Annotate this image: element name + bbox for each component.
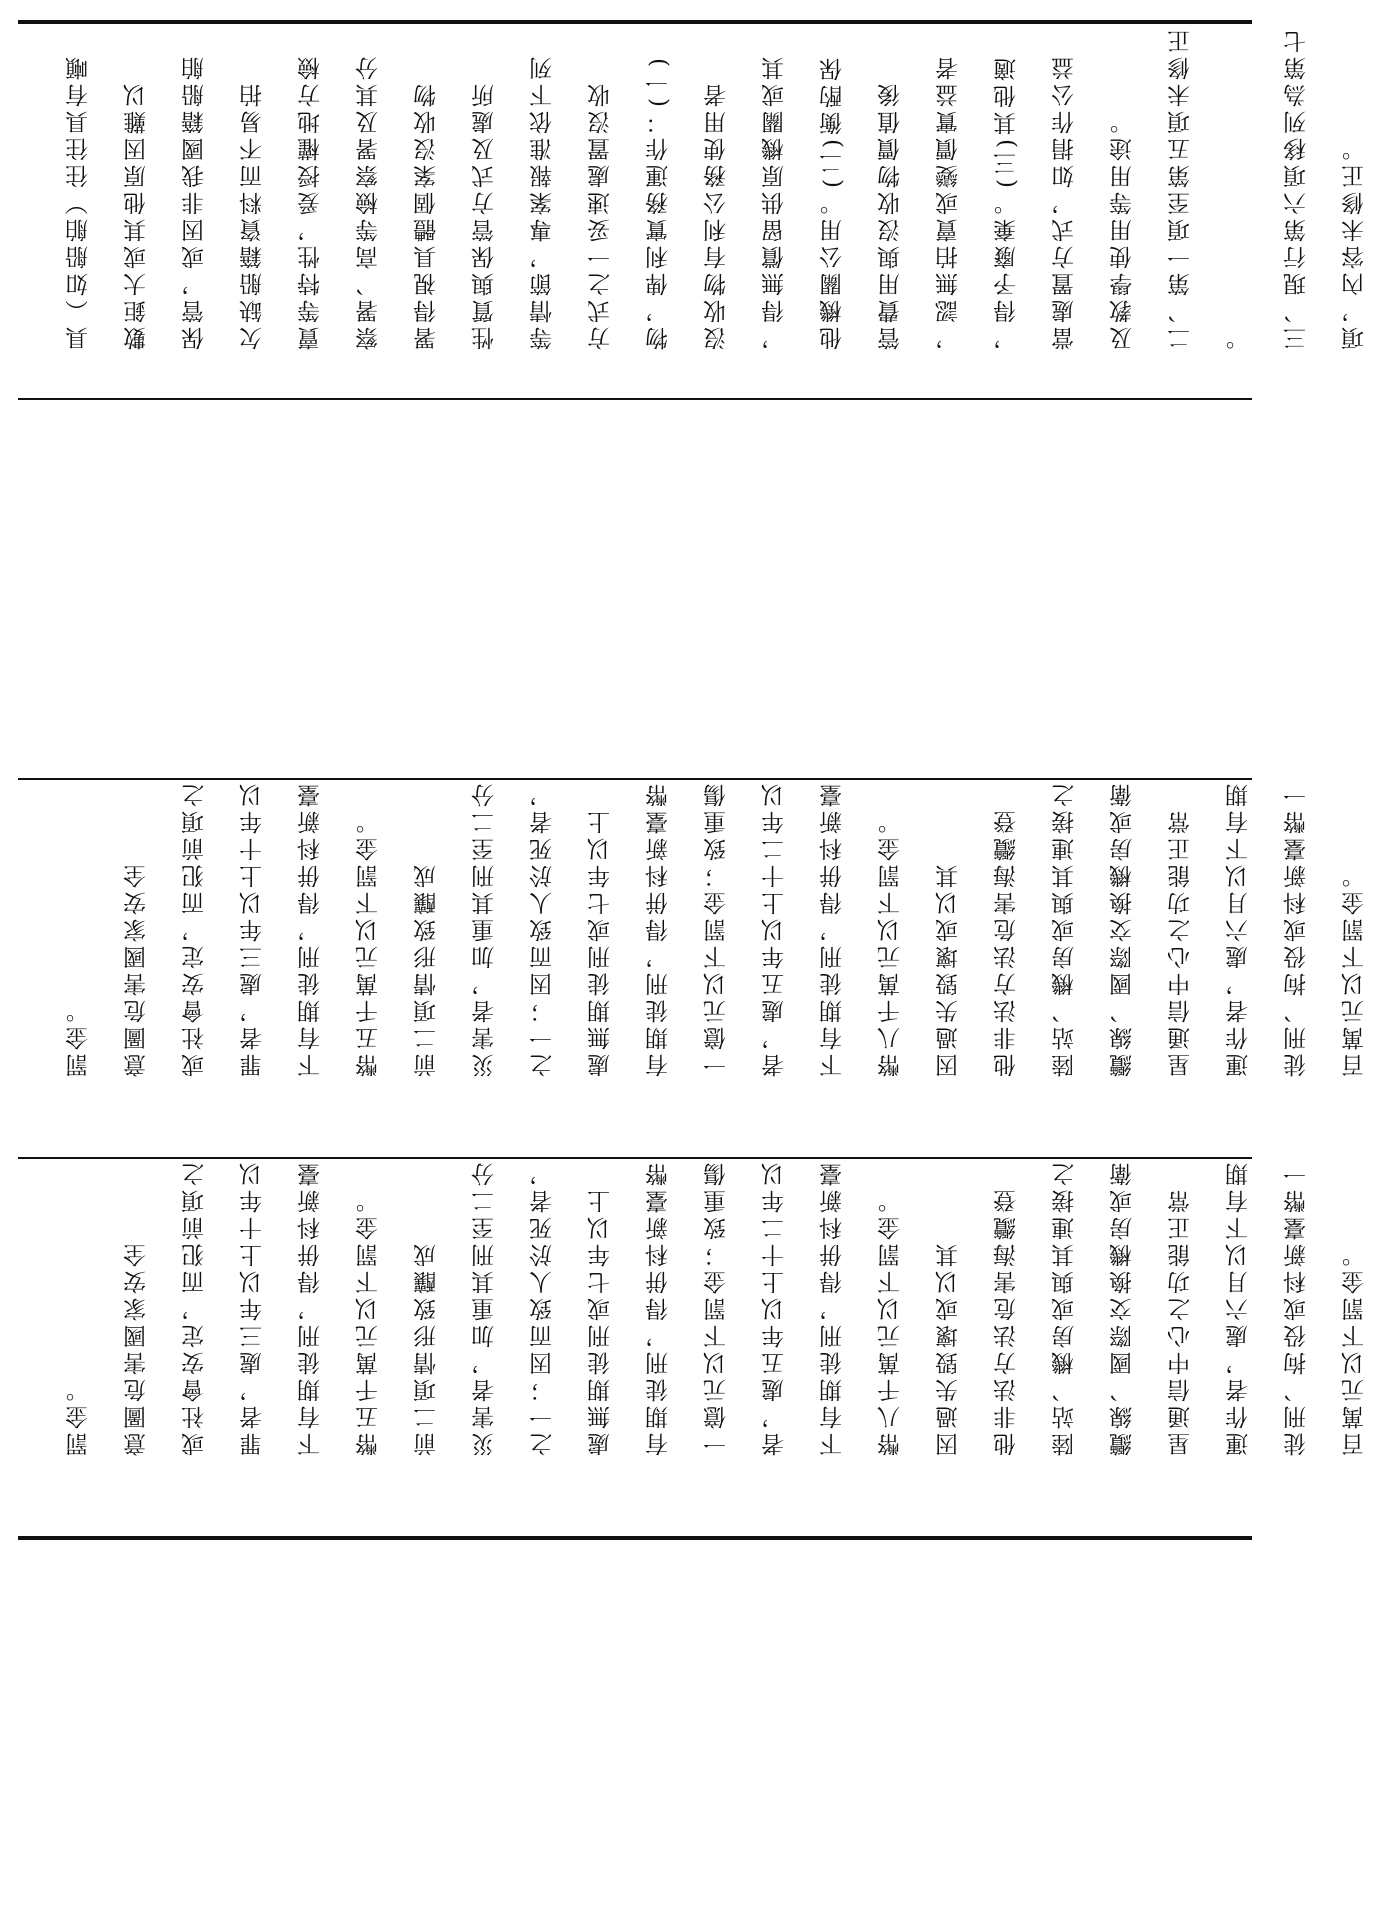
text-line: 徒刑、拘役或科新臺幣一 bbox=[1284, 1159, 1310, 1456]
text-line: 有期徒刑，得併科新臺幣 bbox=[646, 1159, 672, 1456]
text-line: 之一；因而致人於死者， bbox=[530, 780, 556, 1077]
text-line: 署得視具體個案沒收物 bbox=[414, 80, 440, 350]
text-line: 幣八千萬元以下罰金。 bbox=[878, 807, 904, 1077]
text-line: 他機關公用。(二)衡酌保 bbox=[820, 54, 846, 350]
text-line: 星通信中心之功能正常 bbox=[1168, 807, 1194, 1077]
text-line: 項，內容未修正。 bbox=[1342, 134, 1368, 350]
text-line: 纜線、國際交換機房或衛 bbox=[1110, 780, 1136, 1077]
text-line: 或社會安定，而犯前項之 bbox=[182, 1159, 208, 1456]
text-line: 百萬元以下罰金。 bbox=[1342, 1240, 1368, 1456]
text-line: 者，處五年以上十二年以 bbox=[762, 1159, 788, 1456]
explanation-band bbox=[18, 26, 1368, 396]
text-line: 有期徒刑，得併科新臺幣 bbox=[646, 780, 672, 1077]
text-line: 物，俾利實務運作：(一) bbox=[646, 54, 672, 350]
text-line: 幣五千萬元以下罰金。 bbox=[356, 807, 382, 1077]
rule-bottom bbox=[18, 1536, 1252, 1540]
text-line: 陸站、機房或與其連接之 bbox=[1052, 1159, 1078, 1456]
text-line: 災害者，加重其刑至二分 bbox=[472, 780, 498, 1077]
rule-top bbox=[18, 20, 1252, 24]
text-line: 等情節，專案報准依下列 bbox=[530, 53, 556, 350]
text-line: 徒刑、拘役或科新臺幣一 bbox=[1284, 780, 1310, 1077]
current-text-column bbox=[38, 780, 1384, 1077]
text-line: 當處置方式，如捐作公益 bbox=[1052, 53, 1078, 350]
text-line: ，得無償留供原機關或其 bbox=[762, 53, 788, 350]
text-line: 者，處五年以上十二年以 bbox=[762, 780, 788, 1077]
text-line: 方式之一妥速處置沒收 bbox=[588, 80, 614, 350]
text-line: 他非法方法危害海纜登 bbox=[994, 807, 1020, 1077]
text-line: ，得予廢棄。(三)其他適 bbox=[994, 54, 1020, 350]
text-line: 罰金。 bbox=[66, 996, 92, 1077]
text-line: 保管，或因非我國籍船舶 bbox=[182, 53, 208, 350]
text-line: 幣八千萬元以下罰金。 bbox=[878, 1186, 904, 1456]
text-line: 纜線、國際交換機房或衛 bbox=[1110, 1159, 1136, 1456]
text-line: 下有期徒刑，得併科新臺 bbox=[820, 780, 846, 1077]
current-text-band bbox=[18, 780, 1368, 1155]
text-line: 一億元以下罰金；致重傷 bbox=[704, 780, 730, 1077]
text-line: 處無期徒刑或七年以上 bbox=[588, 1186, 614, 1456]
text-line: 下有期徒刑，得併科新臺 bbox=[820, 1159, 846, 1456]
text-line: 賣等特性，爰授權地方檢 bbox=[298, 53, 324, 350]
text-line: 及教學使用等用途。 bbox=[1110, 107, 1136, 350]
text-line: 罪者，處三年以上十年以 bbox=[240, 780, 266, 1077]
text-line: 性質與保管方式及處所 bbox=[472, 80, 498, 350]
text-line: 察署、高等檢察署及其分 bbox=[356, 53, 382, 350]
amended-text-band bbox=[18, 1159, 1368, 1534]
text-line: 星通信中心之功能正常 bbox=[1168, 1186, 1194, 1456]
amended-text-column bbox=[38, 1159, 1384, 1456]
text-line: 前二項情形致釀成 bbox=[414, 1240, 440, 1456]
text-line: 欠缺船籍資料而不易拍 bbox=[240, 80, 266, 350]
text-line: 災害者，加重其刑至二分 bbox=[472, 1159, 498, 1456]
text-line: 百萬元以下罰金。 bbox=[1342, 861, 1368, 1077]
text-line: 陸站、機房或與其連接之 bbox=[1052, 780, 1078, 1077]
text-line: 因過失毀壞或以其 bbox=[936, 861, 962, 1077]
text-line: 三、現行第六項移列為第七 bbox=[1284, 26, 1310, 350]
text-line: 前二項情形致釀成 bbox=[414, 861, 440, 1077]
empty-band bbox=[18, 400, 1252, 776]
text-line: 沒收物有利公務使用者 bbox=[704, 80, 730, 350]
text-line: 因過失毀壞或以其 bbox=[936, 1240, 962, 1456]
text-line: 下有期徒刑，得併科新臺 bbox=[298, 780, 324, 1077]
text-line: 他非法方法危害海纜登 bbox=[994, 1186, 1020, 1456]
text-line: 罪者，處三年以上十年以 bbox=[240, 1159, 266, 1456]
text-line: 數鉅大或其他原因難以 bbox=[124, 80, 150, 350]
text-line: 意圖危害國家安全 bbox=[124, 861, 150, 1077]
text-line: 或社會安定，而犯前項之 bbox=[182, 780, 208, 1077]
text-line: 處無期徒刑或七年以上 bbox=[588, 807, 614, 1077]
explanation-column bbox=[38, 26, 1384, 350]
text-line: 之一；因而致人於死者， bbox=[530, 1159, 556, 1456]
text-line: 運作者，處六月以下有期 bbox=[1226, 780, 1252, 1077]
text-line: 下有期徒刑，得併科新臺 bbox=[298, 1159, 324, 1456]
text-line: 。 bbox=[1226, 323, 1252, 350]
text-line: 管費用與沒收物價值後 bbox=[878, 80, 904, 350]
text-line: 具（如船舶）往往具有噸 bbox=[66, 53, 92, 350]
text-line: 運作者，處六月以下有期 bbox=[1226, 1159, 1252, 1456]
text-line: 二、第一項至第五項未修正 bbox=[1168, 26, 1194, 350]
text-line: 意圖危害國家安全 bbox=[124, 1240, 150, 1456]
text-line: 幣五千萬元以下罰金。 bbox=[356, 1186, 382, 1456]
text-line: ，認無拍賣或變價實益者 bbox=[936, 53, 962, 350]
text-line: 一億元以下罰金；致重傷 bbox=[704, 1159, 730, 1456]
text-line: 罰金。 bbox=[66, 1375, 92, 1456]
